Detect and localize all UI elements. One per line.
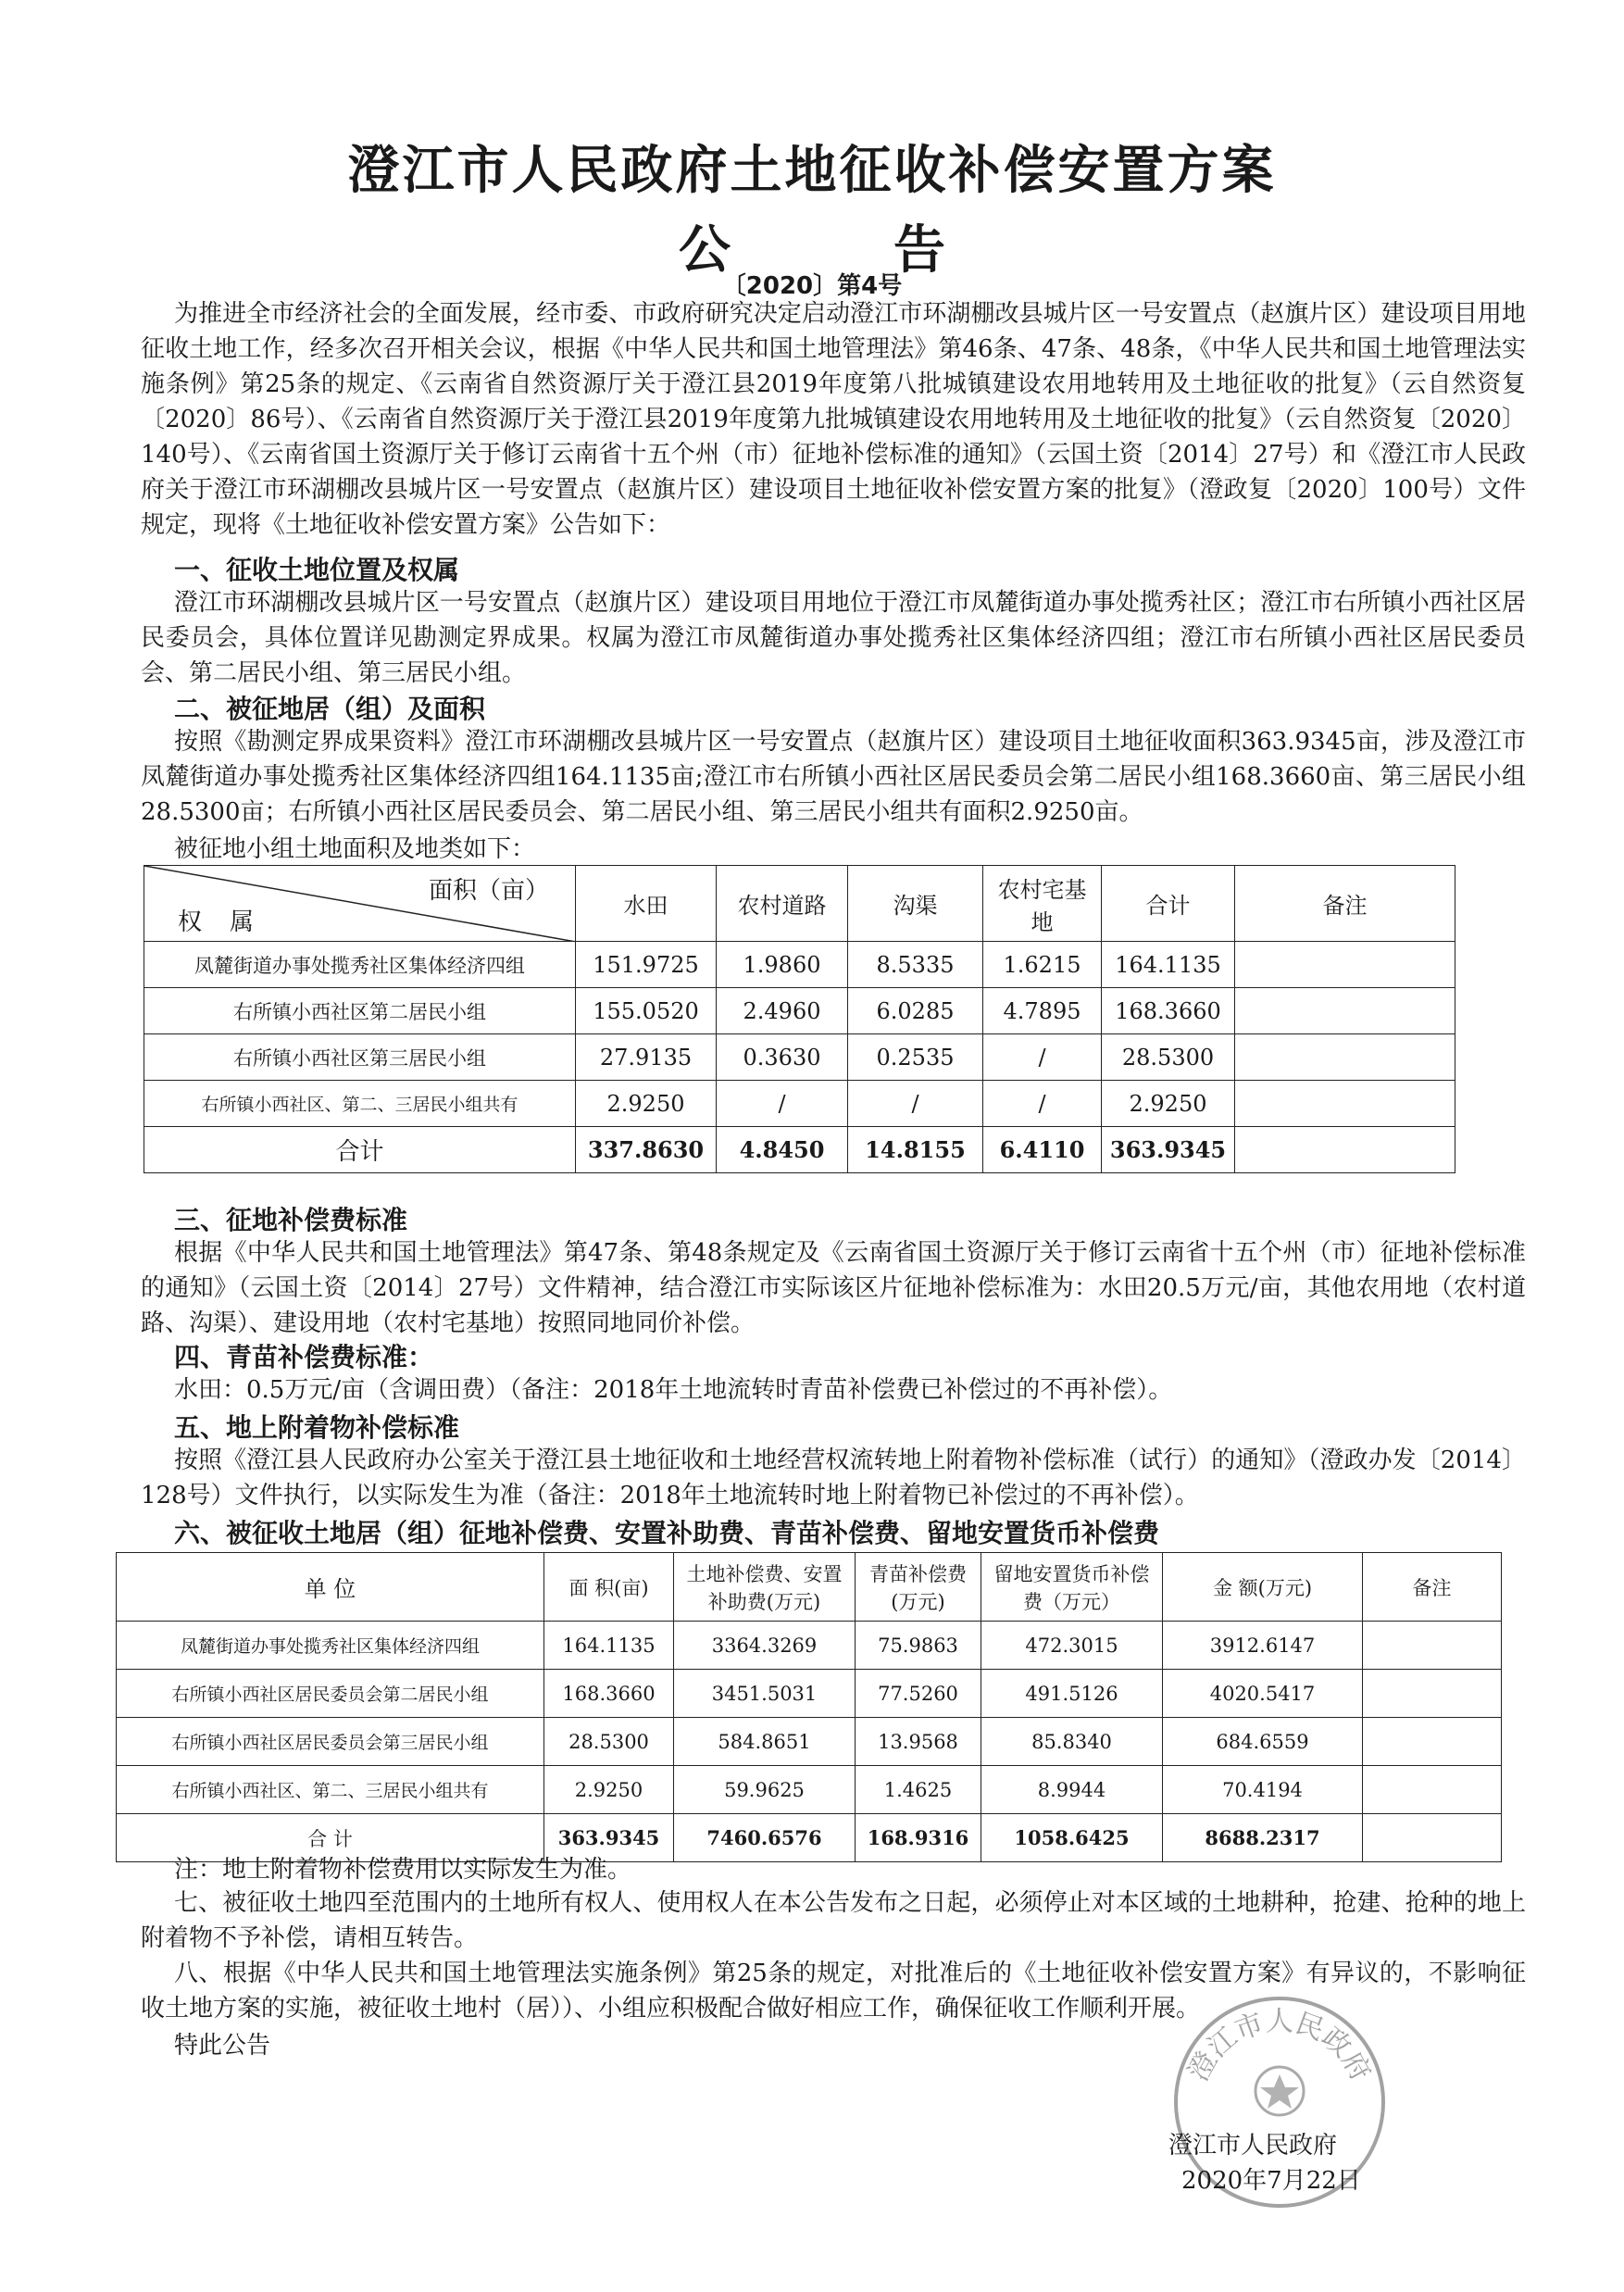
table-cell: 168.3660 bbox=[544, 1670, 674, 1718]
total-cell: 337.8630 bbox=[576, 1127, 717, 1173]
table-cell bbox=[1235, 942, 1455, 988]
subtitle-char-2: 告 bbox=[893, 220, 945, 281]
table-row bbox=[117, 1718, 1502, 1766]
table-cell: 3912.6147 bbox=[1163, 1622, 1363, 1670]
row-label: 右所镇小西社区居民委员会第三居民小组 bbox=[117, 1718, 544, 1766]
table-header-cell: 农村道路 bbox=[717, 866, 848, 942]
table-header-cell: 青苗补偿费(万元) bbox=[856, 1553, 981, 1622]
section-6-heading: 六、被征收土地居（组）征地补偿费、安置补助费、青苗补偿费、留地安置货币补偿费 bbox=[174, 1518, 1160, 1548]
table-cell: 2.9250 bbox=[576, 1081, 717, 1127]
total-cell: 7460.6576 bbox=[674, 1814, 856, 1862]
table-row bbox=[144, 1034, 1455, 1081]
section-1-text: 澄江市环湖棚改县城片区一号安置点（赵旗片区）建设项目用地位于澄江市凤麓街道办事处揽秀社区；澄江市右所镇小西社区居民委员会，具体位置详见勘测定界成果。权属为澄江市凤麓街道办事处揽秀社区集体经济四组；澄江市右所镇小西社区居民委员会、第二居民小组、第三居民小组。 bbox=[141, 589, 1526, 687]
table-cell: / bbox=[983, 1034, 1102, 1081]
table-cell: 8.9944 bbox=[981, 1766, 1163, 1814]
total-cell: 1058.6425 bbox=[981, 1814, 1163, 1862]
row-label: 凤麓街道办事处揽秀社区集体经济四组 bbox=[144, 942, 576, 988]
total-cell: 6.4110 bbox=[983, 1127, 1102, 1173]
table-cell: 1.4625 bbox=[856, 1766, 981, 1814]
seal-star-icon bbox=[1260, 2074, 1299, 2109]
table-row bbox=[117, 1766, 1502, 1814]
table-row bbox=[144, 942, 1455, 988]
table-cell: 2.4960 bbox=[717, 988, 848, 1034]
table-cell: 6.0285 bbox=[848, 988, 983, 1034]
table-header-cell: 面 积(亩) bbox=[544, 1553, 674, 1622]
table-cell bbox=[1235, 1034, 1455, 1081]
total-cell bbox=[1363, 1814, 1502, 1862]
section-8-text: 八、根据《中华人民共和国土地管理法实施条例》第25条的规定，对批准后的《土地征收补偿安置方案》有异议的，不影响征收土地方案的实施，被征收土地村（居））、小组应积极配合做好相应工作，确保征收工作顺利开展。 bbox=[141, 1960, 1526, 2023]
total-cell: 363.9345 bbox=[544, 1814, 674, 1862]
row-label: 右所镇小西社区居民委员会第二居民小组 bbox=[117, 1670, 544, 1718]
table-row bbox=[144, 988, 1455, 1034]
subtitle-char-1: 公 bbox=[679, 220, 731, 281]
table-header-cell: 农村宅基地 bbox=[983, 866, 1102, 942]
table-header-row bbox=[117, 1553, 1502, 1622]
table-header-cell: 土地补偿费、安置补助费(万元) bbox=[674, 1553, 856, 1622]
row-label: 凤麓街道办事处揽秀社区集体经济四组 bbox=[117, 1622, 544, 1670]
table-header-cell: 沟渠 bbox=[848, 866, 983, 942]
table-header-row bbox=[144, 866, 1455, 942]
table-cell: 155.0520 bbox=[576, 988, 717, 1034]
total-cell: 4.8450 bbox=[717, 1127, 848, 1173]
section-4-heading: 四、青苗补偿费标准： bbox=[174, 1342, 434, 1372]
table-cell bbox=[1363, 1718, 1502, 1766]
table-cell: 684.6559 bbox=[1163, 1718, 1363, 1766]
table-cell: 28.5300 bbox=[544, 1718, 674, 1766]
table-1-caption: 被征地小组土地面积及地类如下： bbox=[174, 835, 536, 863]
table-cell: 0.2535 bbox=[848, 1034, 983, 1081]
table-cell: 75.9863 bbox=[856, 1622, 981, 1670]
table-cell: 491.5126 bbox=[981, 1670, 1163, 1718]
table-cell: 8.5335 bbox=[848, 942, 983, 988]
section-2-text: 按照《勘测定界成果资料》澄江市环湖棚改县城片区一号安置点（赵旗片区）建设项目土地征收面积363.9345亩，涉及澄江市凤麓街道办事处揽秀社区集体经济四组164.1135亩;澄江市右所镇小西社区居民委员会第二居民小组168.3660亩、第三居民小组28.5300亩；右所镇小西社区居民委员会、第二居民小组、第三居民小组共有面积2.9250亩。 bbox=[141, 728, 1526, 826]
signature-org: 澄江市人民政府 bbox=[1168, 2132, 1338, 2160]
row-label: 右所镇小西社区、第二、三居民小组共有 bbox=[144, 1081, 576, 1127]
intro-paragraph: 为推进全市经济社会的全面发展，经市委、市政府研究决定启动澄江市环湖棚改县城片区一号安置点（赵旗片区）建设项目用地征收土地工作，经多次召开相关会议，根据《中华人民共和国土地管理法》第46条、47条、48条，《中华人民共和国土地管理法实施条例》第25条的规定、《云南省自然资源厅关于澄江县2019年度第八批城镇建设农用地转用及土地征收的批复》（云自然资复〔2020〕86号）、《云南省自然资源厅关于澄江县2019年度第九批城镇建设农用地转用及土地征收的批复》（云自然资复〔2020〕140号）、《云南省国土资源厅关于修订云南省十五个州（市）征地补偿标准的通知》（云国土资〔2014〕27号）和《澄江市人民政府关于澄江市环湖棚改县城片区一号安置点（赵旗片区）建设项目土地征收补偿安置方案的批复》（澄政复〔2020〕100号）文件规定，现将《土地征收补偿安置方案》公告如下： bbox=[141, 300, 1526, 539]
table-cell: 1.6215 bbox=[983, 942, 1102, 988]
closing-text: 特此公告 bbox=[174, 2032, 271, 2060]
table-cell: 151.9725 bbox=[576, 942, 717, 988]
row-label: 右所镇小西社区第二居民小组 bbox=[144, 988, 576, 1034]
note: 注：地上附着物补偿费用以实际发生为准。 bbox=[174, 1856, 632, 1884]
table-cell: 13.9568 bbox=[856, 1718, 981, 1766]
table-cell: 164.1135 bbox=[1102, 942, 1235, 988]
table-cell bbox=[1235, 988, 1455, 1034]
table-cell bbox=[1363, 1622, 1502, 1670]
table-cell: 3451.5031 bbox=[674, 1670, 856, 1718]
table-cell: 4020.5417 bbox=[1163, 1670, 1363, 1718]
section-3-text: 根据《中华人民共和国土地管理法》第47条、第48条规定及《云南省国土资源厅关于修订云南省十五个州（市）征地补偿标准的通知》（云国土资〔2014〕27号）文件精神，结合澄江市实际该区片征地补偿标准为：水田20.5万元/亩，其他农用地（农村道路、沟渠）、建设用地（农村宅基地）按照同地同价补偿。 bbox=[141, 1239, 1526, 1337]
table-cell: 168.3660 bbox=[1102, 988, 1235, 1034]
total-cell: 168.9316 bbox=[856, 1814, 981, 1862]
table-total-row bbox=[144, 1127, 1455, 1173]
diagonal-header-cell bbox=[144, 866, 576, 942]
total-cell: 14.8155 bbox=[848, 1127, 983, 1173]
signature-date: 2020年7月22日 bbox=[1181, 2167, 1361, 2195]
table-cell: 3364.3269 bbox=[674, 1622, 856, 1670]
section-1-heading: 一、征收土地位置及权属 bbox=[174, 555, 460, 585]
table-cell: 59.9625 bbox=[674, 1766, 856, 1814]
table-row bbox=[117, 1622, 1502, 1670]
row-label: 右所镇小西社区第三居民小组 bbox=[144, 1034, 576, 1081]
section-5-heading: 五、地上附着物补偿标准 bbox=[174, 1412, 460, 1443]
table-header-cell: 备注 bbox=[1235, 866, 1455, 942]
section-3-heading: 三、征地补偿费标准 bbox=[174, 1205, 408, 1235]
document-title: 澄江市人民政府土地征收补偿安置方案 bbox=[347, 141, 1277, 201]
table-cell: / bbox=[717, 1081, 848, 1127]
table-header-cell: 留地安置货币补偿费（万元） bbox=[981, 1553, 1163, 1622]
table-cell: 0.3630 bbox=[717, 1034, 848, 1081]
total-cell: 363.9345 bbox=[1102, 1127, 1235, 1173]
table-cell bbox=[1363, 1670, 1502, 1718]
table-header-cell: 金 额(万元) bbox=[1163, 1553, 1363, 1622]
table-cell: 1.9860 bbox=[717, 942, 848, 988]
table-cell: 164.1135 bbox=[544, 1622, 674, 1670]
table-cell: 85.8340 bbox=[981, 1718, 1163, 1766]
table-header-cell: 备注 bbox=[1363, 1553, 1502, 1622]
section-5-text: 按照《澄江县人民政府办公室关于澄江县土地征收和土地经营权流转地上附着物补偿标准（试行）的通知》（澄政办发〔2014〕128号）文件执行，以实际发生为准（备注：2018年土地流转时地上附着物已补偿过的不再补偿）。 bbox=[141, 1447, 1526, 1509]
total-cell: 8688.2317 bbox=[1163, 1814, 1363, 1862]
compensation-table bbox=[116, 1552, 1502, 1862]
table-cell: 4.7895 bbox=[983, 988, 1102, 1034]
table-cell: 2.9250 bbox=[1102, 1081, 1235, 1127]
total-label: 合计 bbox=[144, 1127, 576, 1173]
total-label: 合 计 bbox=[117, 1814, 544, 1862]
table-cell: 27.9135 bbox=[576, 1034, 717, 1081]
table-cell bbox=[1363, 1766, 1502, 1814]
table-cell: 584.8651 bbox=[674, 1718, 856, 1766]
table-cell: 28.5300 bbox=[1102, 1034, 1235, 1081]
table-cell: 77.5260 bbox=[856, 1670, 981, 1718]
table-row bbox=[144, 1081, 1455, 1127]
table-cell: 2.9250 bbox=[544, 1766, 674, 1814]
table-cell bbox=[1235, 1081, 1455, 1127]
table-cell: 472.3015 bbox=[981, 1622, 1163, 1670]
section-2-heading: 二、被征地居（组）及面积 bbox=[174, 694, 486, 724]
table-cell: / bbox=[983, 1081, 1102, 1127]
section-7-text: 七、被征收土地四至范围内的土地所有权人、使用权人在本公告发布之日起，必须停止对本区域的土地耕种，抢建、抢种的地上附着物不予补偿，请相互转告。 bbox=[141, 1889, 1526, 1952]
row-label: 右所镇小西社区、第二、三居民小组共有 bbox=[117, 1766, 544, 1814]
table-header-cell: 单 位 bbox=[117, 1553, 544, 1622]
land-area-table bbox=[144, 865, 1455, 1173]
header-owner-label: 权属 bbox=[178, 908, 282, 936]
seal-text: 澄江市人民政府 bbox=[1181, 2005, 1378, 2087]
table-row bbox=[117, 1670, 1502, 1718]
section-4-text: 水田：0.5万元/亩（含调田费）（备注：2018年土地流转时青苗补偿费已补偿过的不再补偿）。 bbox=[174, 1376, 1173, 1404]
total-cell bbox=[1235, 1127, 1455, 1173]
header-area-label: 面积（亩） bbox=[428, 877, 549, 905]
table-header-cell: 合计 bbox=[1102, 866, 1235, 942]
document-number: 〔2020〕第4号 bbox=[721, 272, 903, 300]
table-cell: 70.4194 bbox=[1163, 1766, 1363, 1814]
table-header-cell: 水田 bbox=[576, 866, 717, 942]
table-cell: / bbox=[848, 1081, 983, 1127]
